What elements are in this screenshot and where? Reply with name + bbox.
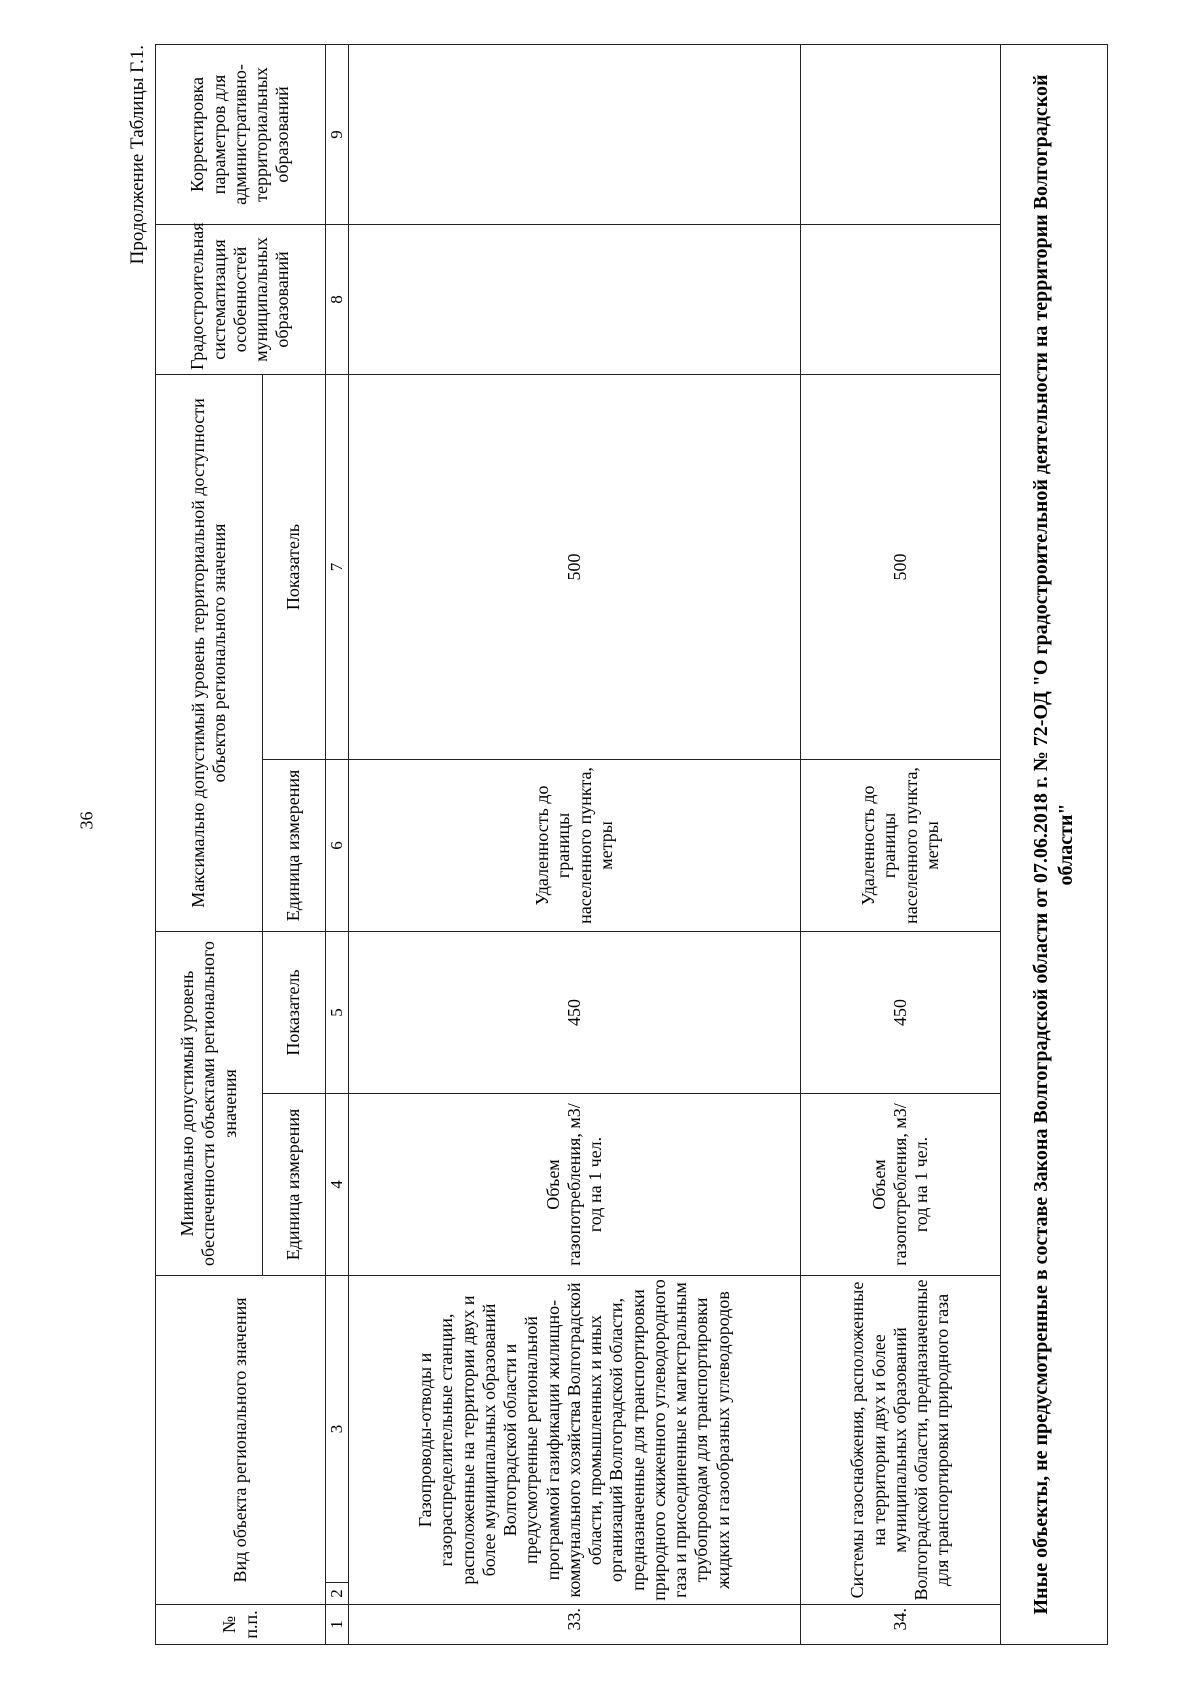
header-correction: Корректировка параметров для административно-территориальных образований xyxy=(156,44,326,224)
header-max-level: Максимально допустимый уровень территориальной доступности объектов регионального значения xyxy=(156,374,263,931)
column-number: 8 xyxy=(326,224,349,374)
column-number: 6 xyxy=(326,759,349,931)
max-value: 500 xyxy=(801,374,1001,759)
min-unit: Объем газопотребления, м3/год на 1 чел. xyxy=(349,1094,801,1276)
row-num: 33. xyxy=(349,1605,801,1645)
subheader-max-indicator: Показатель xyxy=(263,374,326,759)
object-description: Газопроводы-отводы и газораспределительные станции, расположенные на территории двух и более муниципальных образований Волгоградской области и предусмотренные региональной программой газификации жилищно-коммунального хозяйства Волгоградской области, промышленных и иных организаций Волгоградской области, предназначенные для транспортировки природного сжиженного углеводородного газа и присоединенные к магистральным трубопроводам для транспортировки жидких и газообразных углеводородов xyxy=(349,1276,801,1605)
max-unit: Удаленность до границы населенного пункта, метры xyxy=(349,759,801,931)
column-number: 5 xyxy=(326,931,349,1093)
continuation-label: Продолжение Таблицы Г.1. xyxy=(127,45,148,265)
column-number: 9 xyxy=(326,44,349,224)
correction-cell xyxy=(801,44,1001,224)
header-min-level: Минимально допустимый уровень обеспеченности объектами регионального значения xyxy=(156,931,263,1275)
objects-table xyxy=(155,44,1108,1645)
column-number: 7 xyxy=(326,374,349,759)
table-row xyxy=(349,44,801,1644)
max-value: 500 xyxy=(349,374,801,759)
header-row xyxy=(156,44,263,1644)
column-number: 1 xyxy=(326,1605,349,1645)
footer-row xyxy=(1001,44,1108,1644)
max-unit: Удаленность до границы населенного пункта, метры xyxy=(801,759,1001,931)
column-number-row xyxy=(326,44,349,1644)
subheader-min-indicator: Показатель xyxy=(263,931,326,1093)
min-unit: Объем газопотребления, м3/год на 1 чел. xyxy=(801,1094,1001,1276)
subheader-max-unit: Единица измерения xyxy=(263,759,326,931)
row-num: 34. xyxy=(801,1605,1001,1645)
min-value: 450 xyxy=(801,931,1001,1093)
min-value: 450 xyxy=(349,931,801,1093)
column-number: 4 xyxy=(326,1094,349,1276)
object-description: Системы газоснабжения, расположенные на территории двух и более муниципальных образований Волгоградской области, предназначенные для транспортировки природного газа xyxy=(801,1276,1001,1605)
systematization-cell xyxy=(349,224,801,374)
header-systematization: Градостроительная систематизация особенностей муниципальных образований xyxy=(156,224,326,374)
column-number: 3 xyxy=(326,1276,349,1583)
rotated-table-page xyxy=(127,45,1200,1645)
table-row xyxy=(801,44,1001,1644)
correction-cell xyxy=(349,44,801,224)
page-number: 36 xyxy=(76,811,97,830)
header-num: № п.п. xyxy=(156,1605,326,1645)
column-number: 2 xyxy=(326,1583,349,1605)
footer-note: Иные объекты, не предусмотренные в составе Закона Волгоградской области от 07.06.2018 г. № 72-ОД "О градостроительной деятельности на территории Волгоградской области" xyxy=(1001,44,1108,1644)
subheader-min-unit: Единица измерения xyxy=(263,1094,326,1276)
systematization-cell xyxy=(801,224,1001,374)
header-object-type: Вид объекта регионального значения xyxy=(156,1276,326,1605)
